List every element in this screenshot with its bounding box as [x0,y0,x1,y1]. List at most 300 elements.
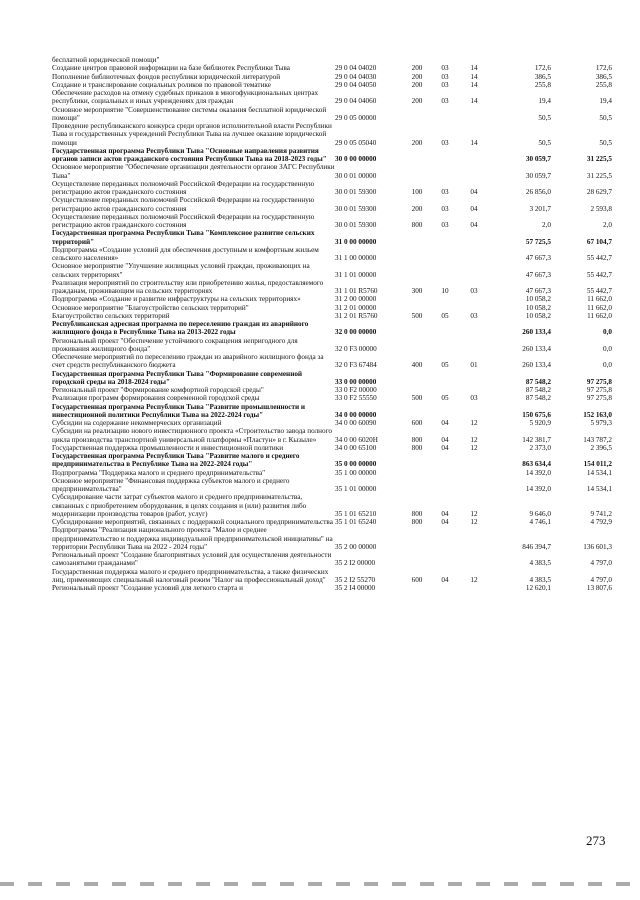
row-section: 04 [441,518,449,526]
row-code: 30 0 01 59300 [335,204,377,213]
row-name: Обеспечение расходов на отмену судебных приказов в многофункциональных центрах республики, социальных и иных учреждениях для граждан [52,89,319,106]
row-amount-2023: 26 856,0 [525,188,551,196]
row-code: 30 0 01 59300 [335,188,377,196]
row-amount-2023: 10 058,2 [525,311,551,320]
row-section: 05 [441,394,449,403]
row-name: Благоустройство сельских территорий [52,311,170,320]
row-code: 31 2 01 R5760 [335,311,378,320]
row-section [431,147,459,164]
row-amount-2023: 846 394,7 [522,542,551,551]
row-expense-type: 200 [411,97,423,106]
row-amount-2024: 55 442,7 [586,287,612,295]
row-name: Государственная программа Республики Тыва "Формирование современной городской среды на 2018-2024 годы" [52,369,303,386]
row-subsection [459,584,489,592]
table-row [52,196,612,213]
row-code: 35 2 I2 00000 [335,559,376,568]
row-name: Обеспечение мероприятий по переселению граждан из аварийного жилищного фонда за счет средств республиканского бюджета [52,353,324,370]
row-subsection: 12 [470,419,478,427]
row-code: 31 1 00 00000 [335,254,377,262]
row-amount-2024: 154 011,2 [583,460,612,469]
row-name: Субсидирование части затрат субъектов малого и среднего предпринимательства, связанных с приобретением оборудования, в целях создания и (или) развития либо модернизации производства товаров (работ, услуг) [52,493,307,518]
row-amount-2024: 9 741,2 [590,509,612,518]
row-section [431,229,459,246]
row-amount-2023: 50,5 [538,113,551,122]
table-row [52,477,612,494]
row-amount-2023: 30 059,7 [525,171,551,180]
row-expense-type [403,584,431,592]
row-amount-2024: 55 442,7 [586,270,612,279]
row-code: 31 2 00 00000 [335,295,377,304]
row-name: Реализация мероприятий по строительству или приобретению жилья, предоставляемого гражданам, проживающим на сельских территориях [52,278,324,295]
row-expense-type: 600 [411,419,423,427]
row-amount-2024: 0,0 [603,361,612,370]
row-code: 31 0 00 00000 [335,237,377,246]
row-subsection: 12 [470,435,478,444]
row-expense-type: 600 [411,575,423,584]
row-subsection [459,403,489,420]
row-amount-2024: 4 792,9 [590,518,612,526]
row-code: 33 0 00 00000 [335,377,377,386]
row-subsection: 14 [470,72,478,81]
row-code: 35 1 01 00000 [335,485,377,493]
row-code: 29 0 04 04020 [335,64,377,73]
table-row [52,246,612,263]
row-amount-2024: 13 807,6 [586,584,612,592]
row-section: 03 [441,204,449,213]
row-name: бесплатной юридической помощи" [52,56,160,64]
table-row [52,147,612,164]
row-subsection [459,526,489,551]
row-subsection [459,452,489,469]
row-subsection [459,147,489,164]
row-amount-2023: 47 667,3 [525,287,551,295]
row-code: 35 0 00 00000 [335,460,377,469]
row-subsection [459,56,489,64]
row-expense-type: 800 [411,518,423,526]
row-expense-type [403,246,431,263]
row-name: Осуществление переданных полномочий Российской Федерации на государственную регистрацию актов гражданского состояния [52,212,315,229]
row-expense-type [403,147,431,164]
row-amount-2024: 97 275,8 [586,394,612,403]
row-section [431,56,459,64]
table-row [52,394,612,402]
row-section: 03 [441,64,449,73]
row-subsection [459,386,489,394]
row-amount-2024: 28 629,7 [586,188,612,196]
row-name: Государственная программа Республики Тыва "Развитие промышленности и инвестиционной политики Республики Тыва на 2022-2024 годы" [52,402,306,419]
page-number: 273 [586,833,606,848]
table-row [52,526,612,551]
row-amount-2023: 260 133,4 [522,361,551,370]
row-expense-type: 400 [411,361,423,370]
row-amount-2024: 31 225,5 [586,155,612,163]
row-amount-2024: 11 662,0 [587,303,612,312]
row-subsection: 04 [470,221,478,229]
row-amount-2024: 136 601,3 [583,542,612,551]
row-expense-type [403,477,431,494]
row-amount-2024: 11 662,0 [587,295,612,304]
row-subsection [459,262,489,279]
row-section: 04 [441,419,449,427]
row-name: Основное мероприятие "Благоустройство сельских территорий" [52,303,249,312]
row-name: Пополнение библиотечных фондов республики юридической литературой [52,72,281,81]
row-section [431,370,459,387]
row-expense-type: 300 [411,287,423,295]
row-section [431,262,459,279]
row-amount-2023: 260 133,4 [522,328,551,337]
row-expense-type: 800 [411,443,423,452]
row-amount-2024 [551,56,612,64]
row-amount-2023: 10 058,2 [525,295,551,304]
row-code: 30 0 00 00000 [335,155,377,163]
row-amount-2024: 4 797,0 [590,575,612,584]
row-amount-2024: 50,5 [599,138,612,147]
row-expense-type [403,229,431,246]
row-amount-2024: 2,0 [603,221,612,229]
row-code: 35 1 00 00000 [335,468,377,477]
row-amount-2023: 14 392,0 [525,468,551,477]
row-section [431,469,459,477]
row-subsection [459,229,489,246]
table-row [52,469,612,477]
row-subsection: 01 [470,361,478,370]
row-amount-2023: 2,0 [542,221,551,229]
budget-table-body [52,56,612,592]
row-name: Государственная программа Республики Тыва "Развитие малого и среднего предпринимательства в Республике Тыва на 2022-2024 годы" [52,452,300,469]
row-amount-2024: 255,8 [595,80,612,89]
row-amount-2023: 9 646,0 [529,509,551,518]
row-section [431,452,459,469]
table-row [52,81,612,89]
row-section: 03 [441,72,449,81]
row-expense-type [403,337,431,354]
row-amount-2024: 14 534,1 [586,468,612,477]
row-expense-type: 200 [411,80,423,89]
row-expense-type: 800 [411,435,423,444]
row-code: 33 0 F2 55550 [335,394,377,403]
row-amount-2023: 150 675,6 [522,410,551,419]
row-amount-2024: 11 662,0 [587,311,612,320]
row-expense-type [403,526,431,551]
row-subsection: 14 [470,80,478,89]
row-section: 03 [441,80,449,89]
row-amount-2023: 3 201,7 [529,204,551,213]
row-code: 29 0 05 05040 [335,138,377,147]
row-name: Субсидии на реализацию нового инвестиционного проекта «Строительство завода полного цикла производства транспортной универсальной платформы «Пластун» в г. Кызыле» [52,427,332,444]
row-amount-2024: 19,4 [599,97,612,106]
table-row [52,262,612,279]
row-code: 33 0 F2 00000 [335,386,377,394]
row-amount-2024: 0,0 [603,344,612,353]
row-subsection: 12 [470,518,478,526]
row-subsection: 04 [470,188,478,196]
row-amount-2023: 12 620,1 [525,584,551,592]
row-section: 03 [441,138,449,147]
row-section [431,337,459,354]
row-section [431,163,459,180]
row-amount-2023: 30 059,7 [525,155,551,163]
row-section [431,246,459,263]
row-section: 04 [441,509,449,518]
table-row [52,551,612,568]
row-expense-type [403,386,431,394]
table-row [52,419,612,427]
row-code: 34 0 00 6020Н [335,435,378,444]
row-subsection: 14 [470,97,478,106]
budget-table [52,56,612,592]
table-row [52,304,612,312]
table-row [52,337,612,354]
row-code: 29 0 05 00000 [335,113,377,122]
row-code: 30 0 01 00000 [335,171,377,180]
row-section [431,386,459,394]
table-row [52,568,612,585]
row-amount-2024: 172,6 [595,64,612,73]
table-row [52,163,612,180]
row-expense-type [403,106,431,123]
row-amount-2023: 87 548,2 [525,386,551,394]
row-subsection: 03 [470,311,478,320]
row-section [431,551,459,568]
table-row [52,312,612,320]
row-name: Государственная поддержка малого и среднего предпринимательства, а также физических лиц, применяющих специальный налоговый режим "Налог на профессиональный доход" [52,567,329,584]
row-amount-2024: 5 979,3 [590,419,612,427]
row-amount-2024: 67 104,7 [586,237,612,246]
scan-edge-line [0,882,640,886]
row-expense-type: 500 [411,394,423,403]
row-code: 32 0 F3 00000 [335,344,377,353]
row-section: 10 [441,287,449,295]
row-amount-2023: 57 725,5 [525,237,551,246]
row-subsection [459,163,489,180]
row-code: 30 0 01 59300 [335,221,377,229]
row-code: 34 0 00 65100 [335,443,377,452]
row-name: Осуществление переданных полномочий Российской Федерации на государственную регистрацию актов гражданского состояния [52,196,315,213]
row-expense-type [403,551,431,568]
row-subsection: 14 [470,138,478,147]
row-expense-type [403,469,431,477]
table-row [52,122,612,147]
table-row [52,56,612,64]
row-subsection [459,469,489,477]
row-code: 32 0 00 00000 [335,328,377,337]
table-row [52,320,612,337]
row-section: 04 [441,443,449,452]
row-name: Государственная поддержка промышленности и инвестиционной политики [52,443,284,452]
row-expense-type: 200 [411,72,423,81]
row-section: 04 [441,575,449,584]
row-expense-type [403,403,431,420]
row-code: 35 2 I4 00000 [335,584,376,592]
row-expense-type [403,304,431,312]
row-section [431,403,459,420]
row-section [431,477,459,494]
row-subsection [459,295,489,303]
row-amount-2023: 19,4 [538,97,551,106]
row-section: 04 [441,435,449,444]
row-subsection [459,246,489,263]
row-subsection: 12 [470,575,478,584]
row-section: 05 [441,361,449,370]
table-row [52,106,612,123]
row-code: 35 1 01 65210 [335,509,377,518]
row-amount-2023: 47 667,3 [525,254,551,262]
row-amount-2023: 47 667,3 [525,270,551,279]
row-expense-type: 200 [411,138,423,147]
row-name: Государственная программа Республики Тыва "Комплексное развитие сельских территорий" [52,229,315,246]
row-code: 34 0 00 60090 [335,419,377,427]
row-section: 03 [441,221,449,229]
row-amount-2023: 260 133,4 [522,344,551,353]
row-amount-2023: 863 634,4 [522,460,551,469]
row-amount-2023: 14 392,0 [525,485,551,493]
row-expense-type [403,320,431,337]
row-name: Подпрограмма "Реализация национального проекта "Малое и среднее предпринимательство и поддержка индивидуальной предпринимательской инициативы" на территории Республики Тыва на 2022 - 2024 годы" [52,526,333,551]
row-name: Республиканская адресная программа по переселению граждан из аварийного жилищного фонда в Республике Тыва на 2013-2022 годы [52,320,309,337]
row-expense-type: 100 [411,188,423,196]
row-name: Создание и транслирование социальных роликов по правовой тематике [52,80,271,89]
row-code: 32 0 F3 67484 [335,361,377,370]
row-code: 31 1 01 00000 [335,270,377,279]
row-subsection [459,304,489,312]
row-amount-2023: 4 383,5 [529,575,551,584]
row-expense-type [403,56,431,64]
row-expense-type [403,163,431,180]
row-subsection: 04 [470,204,478,213]
row-subsection [459,370,489,387]
row-name: Региональный проект "Создание условий для легкого старта и [52,584,243,592]
row-subsection: 14 [470,64,478,73]
row-name: Государственная программа Республики Тыва "Основные направления развития органов записи актов гражданского состояния Республики Тыва на 2018-2023 годы" [52,146,327,163]
row-name: Подпрограмма «Создание условий для обеспечения доступным и комфортным жильем сельского населения» [52,245,319,262]
row-amount-2023: 172,6 [534,64,551,73]
row-amount-2024: 14 534,1 [586,485,612,493]
row-subsection: 12 [470,509,478,518]
row-amount-2024: 4 797,0 [590,559,612,568]
row-section: 03 [441,188,449,196]
row-section [431,320,459,337]
row-section [431,584,459,592]
row-amount-2023: 2 373,0 [529,443,551,452]
row-expense-type: 500 [411,311,423,320]
table-row [52,353,612,370]
row-section [431,295,459,303]
row-name: Проведение республиканского конкурса среди органов исполнительной власти Республики Тыва и государственных учреждений Республики Тыва на лучшее оказание юридической помощи [52,122,332,147]
row-expense-type: 200 [411,204,423,213]
row-amount-2023 [489,56,551,64]
table-row [52,180,612,197]
row-amount-2024: 31 225,5 [586,171,612,180]
row-code [335,56,403,64]
row-name: Реализация программ формирования современной городской среды [52,394,260,403]
row-amount-2024: 0,0 [603,328,612,337]
row-expense-type: 800 [411,221,423,229]
row-name: Создание центров правовой информации на базе библиотек Республики Тыва [52,64,290,73]
row-expense-type [403,295,431,303]
row-subsection [459,477,489,494]
row-code: 35 2 I2 55270 [335,575,376,584]
row-amount-2023: 50,5 [538,138,551,147]
row-subsection: 03 [470,394,478,403]
table-row [52,493,612,518]
row-amount-2024: 97 275,8 [586,377,612,386]
table-row [52,229,612,246]
row-amount-2023: 4 383,5 [529,559,551,568]
row-code: 35 2 00 00000 [335,542,377,551]
row-section [431,526,459,551]
row-amount-2024: 97 275,8 [586,386,612,394]
row-subsection [459,337,489,354]
row-code: 29 0 04 04030 [335,72,377,81]
row-expense-type [403,370,431,387]
row-code: 29 0 04 04060 [335,97,377,106]
row-name: Осуществление переданных полномочий Российской Федерации на государственную регистрацию актов гражданского состояния [52,179,315,196]
table-row [52,89,612,106]
row-amount-2024: 50,5 [599,113,612,122]
row-amount-2024: 386,5 [595,72,612,81]
row-amount-2024: 143 787,2 [583,435,612,444]
row-name: Подпрограмма "Поддержка малого и среднего предпринимательства" [52,468,266,477]
row-expense-type [403,452,431,469]
row-code: 31 1 01 R5760 [335,287,378,295]
row-name: Региональный проект "Обеспечение устойчивого сокращения непригодного для проживания жилищного фонда" [52,336,298,353]
row-subsection [459,320,489,337]
row-name: Подпрограмма «Создание и развитие инфраструктуры на сельских территориях» [52,295,301,304]
row-code: 29 0 04 04050 [335,80,377,89]
table-row [52,370,612,387]
table-row [52,444,612,452]
row-amount-2023: 87 548,2 [525,394,551,403]
row-subsection [459,551,489,568]
row-amount-2023: 5 920,9 [529,419,551,427]
row-name: Субсидии на содержание некоммерческих организаций [52,419,222,427]
row-amount-2024: 152 163,0 [583,410,612,419]
table-row [52,295,612,303]
table-row [52,386,612,394]
row-amount-2024: 2 593,8 [590,204,612,213]
table-row [52,518,612,526]
row-name: Региональный проект "Формирование комфортной городской среды" [52,386,264,394]
row-name: Основное мероприятие "Совершенствование системы оказания бесплатной юридической помощи" [52,105,327,122]
row-name: Субсидирование мероприятий, связанных с поддержкой социального предпринимательства [52,518,333,526]
table-row [52,73,612,81]
row-name: Основное мероприятие "Улучшение жилищных условий граждан, проживающих на сельских территориях" [52,262,310,279]
row-amount-2023: 386,5 [534,72,551,81]
row-expense-type: 200 [411,64,423,73]
row-amount-2023: 142 381,7 [522,435,551,444]
row-code: 31 2 01 00000 [335,303,377,312]
row-amount-2023: 87 548,2 [525,377,551,386]
row-section [431,106,459,123]
row-expense-type [403,262,431,279]
row-code: 35 1 01 65240 [335,518,377,526]
row-section: 03 [441,97,449,106]
row-section [431,304,459,312]
row-expense-type: 800 [411,509,423,518]
row-code: 34 0 00 00000 [335,410,377,419]
row-section: 05 [441,311,449,320]
table-row [52,452,612,469]
row-amount-2024: 2 396,5 [590,443,612,452]
row-name: Региональный проект "Создание благоприятных условий для осуществления деятельности самозанятыми гражданами" [52,551,332,568]
row-subsection: 03 [470,287,478,295]
row-amount-2023: 4 746,1 [529,518,551,526]
row-subsection [459,106,489,123]
row-amount-2023: 10 058,2 [525,303,551,312]
table-row [52,213,612,230]
table-row [52,64,612,72]
row-subsection: 12 [470,443,478,452]
